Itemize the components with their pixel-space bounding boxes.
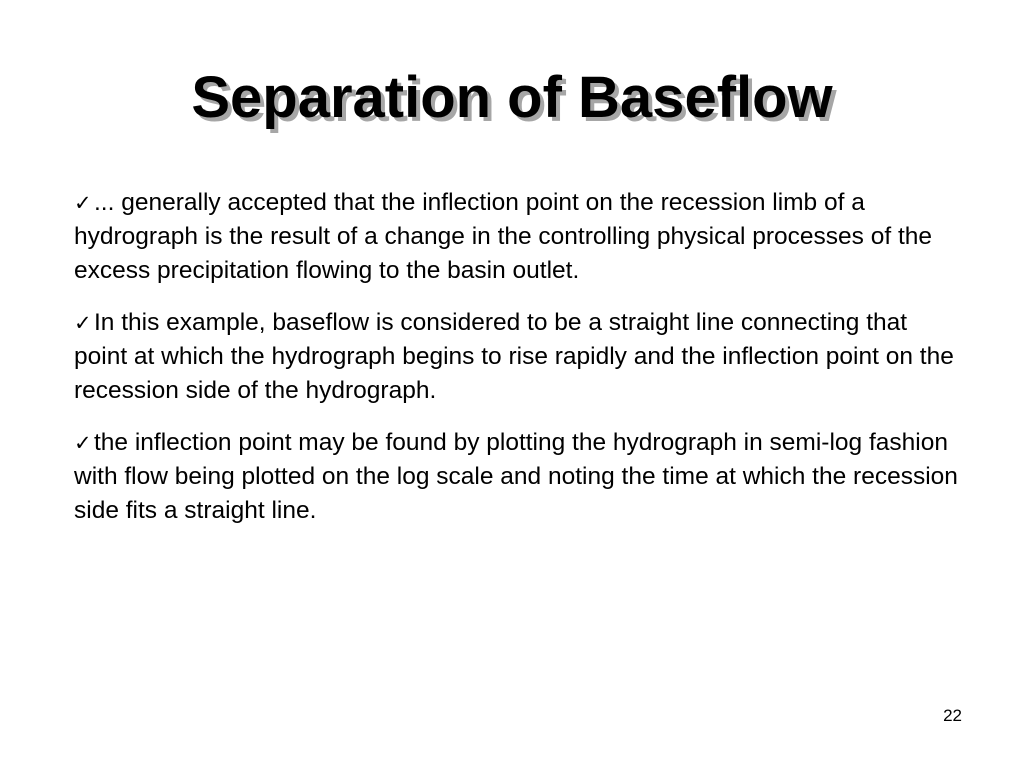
checkmark-icon: ✓ [74, 311, 92, 335]
bullet-item [74, 186, 964, 288]
bullet-item [74, 426, 964, 528]
slide-title: Separation of Baseflow [191, 65, 833, 130]
bullet-item [74, 306, 964, 408]
bullet-text: ... generally accepted that the inflection point on the recession limb of a hydrograph is the result of a change in the controlling physical processes of the excess precipitation flowing to the basin outlet. [74, 189, 933, 284]
bullet-list [74, 186, 964, 546]
bullet-text: In this example, baseflow is considered to be a straight line connecting that point at which the hydrograph begins to rise rapidly and the inflection point on the recession side of the hydrograph. [74, 309, 954, 404]
bullet-text: the inflection point may be found by plotting the hydrograph in semi-log fashion with flow being plotted on the log scale and noting the time at which the recession side fits a straight line. [74, 429, 958, 524]
checkmark-icon: ✓ [74, 431, 92, 455]
checkmark-icon: ✓ [74, 191, 92, 215]
page-number: 22 [943, 706, 962, 725]
